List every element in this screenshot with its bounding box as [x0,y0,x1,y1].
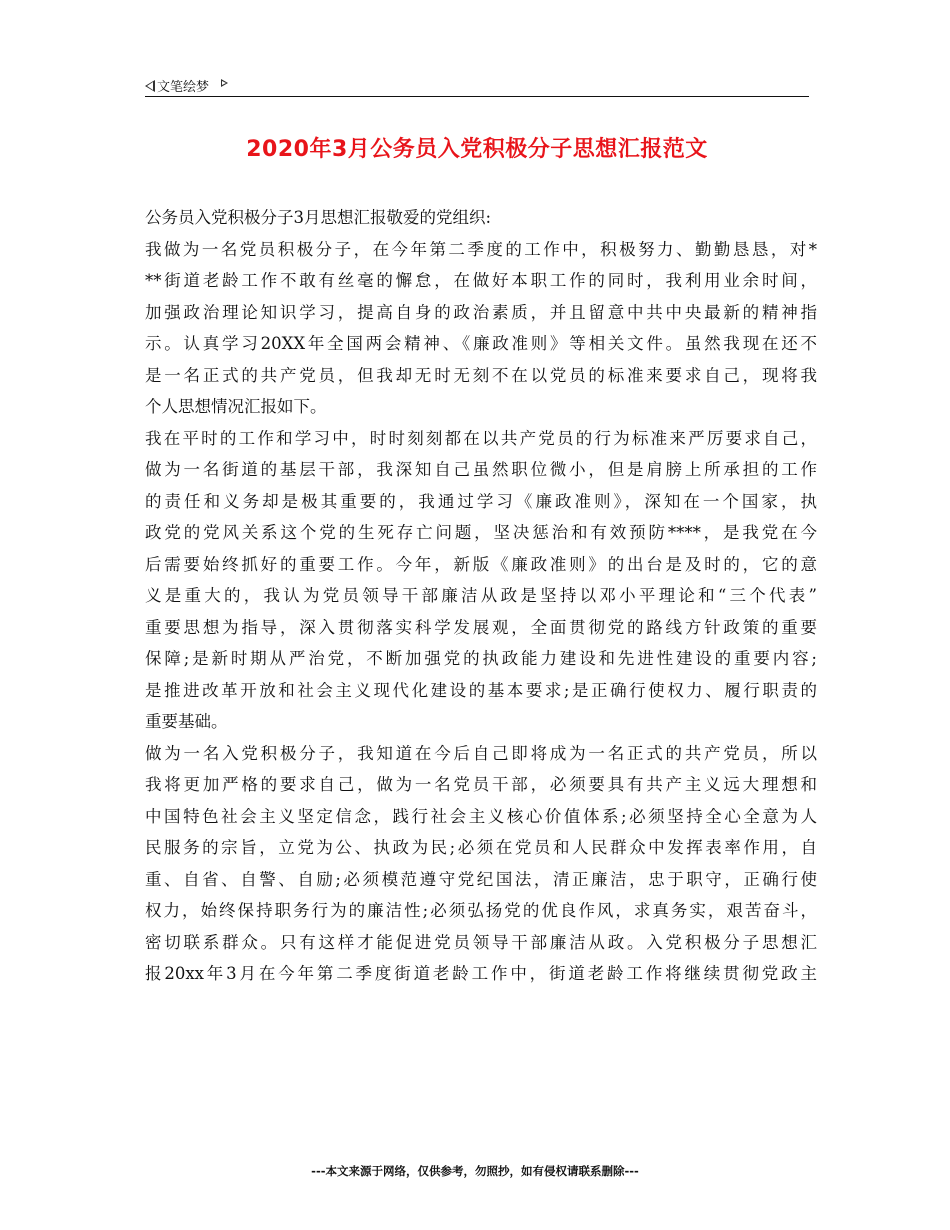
body-line: 我做为一名党员积极分子，在今年第二季度的工作中，积极努力、勤勤恳恳，对* [145,239,817,259]
body-line: 做为一名入党积极分子，我知道在今后自己即将成为一名正式的共产党员，所以 [145,743,817,763]
body-line: 的责任和义务却是极其重要的，我通过学习《廉政准则》，深知在一个国家，执 [145,491,817,511]
body-line: 示。认真学习20XX年全国两会精神、《廉政准则》等相关文件。虽然我现在还不 [145,334,817,353]
body-line: 保障;是新时期从严治党，不断加强党的执政能力建设和先进性建设的重要内容; [145,649,817,668]
page-header [145,72,809,97]
body-line: 民服务的宗旨，立党为公、执政为民;必须在党员和人民群众中发挥表率作用，自 [145,838,817,857]
document-body [145,202,817,990]
body-line: 重、自省、自警、自励;必须模范遵守党纪国法，清正廉洁，忠于职守，正确行使 [145,869,817,889]
body-line: 中国特色社会主义坚定信念，践行社会主义核心价值体系;必须坚持全心全意为人 [145,806,817,826]
body-line: 是一名正式的共产党员，但我却无时无刻不在以党员的标准来要求自己，现将我 [145,365,817,385]
body-line: 加强政治理论知识学习，提高自身的政治素质，并且留意中共中央最新的精神指 [145,302,817,322]
body-line: 重要基础。 [145,712,228,731]
body-line: 后需要始终抓好的重要工作。今年，新版《廉政准则》的出台是及时的，它的意 [145,554,817,574]
header-brand-text: 文笔绘梦 [157,80,210,95]
header-brand [145,76,228,95]
body-line: 我在平时的工作和学习中，时时刻刻都在以共产党员的行为标准来严厉要求自己， [145,428,817,448]
body-line: **街道老龄工作不敢有丝毫的懈怠，在做好本职工作的同时，我利用业余时间， [145,271,817,290]
body-line: 个人思想情况汇报如下。 [145,397,327,416]
body-line: 是推进改革开放和社会主义现代化建设的基本要求;是正确行使权力、履行职责的 [145,680,817,700]
body-line: 重要思想为指导，深入贯彻落实科学发展观，全面贯彻党的路线方针政策的重要 [145,617,817,637]
page-footer: ---本文来源于网络，仅供参考，勿照抄，如有侵权请联系删除--- [311,1164,639,1178]
document-title: 2020年3月公务员入党积极分子思想汇报范文 [246,137,708,162]
body-line: 政党的党风关系这个党的生死存亡问题，坚决惩治和有效预防****，是我党在今 [145,523,817,542]
body-line: 做为一名街道的基层干部，我深知自己虽然职位微小，但是肩膀上所承担的工作 [145,460,817,479]
triangle-right-icon [221,79,228,87]
triangle-left-icon [145,80,155,92]
body-line: 公务员入党积极分子3月思想汇报敬爱的党组织: [145,208,492,227]
body-line: 密切联系群众。只有这样才能促进党员领导干部廉洁从政。入党积极分子思想汇 [145,932,817,952]
body-line: 我将更加严格的要求自己，做为一名党员干部，必须要具有共产主义远大理想和 [145,775,817,794]
body-line: 权力，始终保持职务行为的廉洁性;必须弘扬党的优良作风，求真务实，艰苦奋斗， [145,901,817,920]
body-line: 报20xx年3月在今年第二季度街道老龄工作中，街道老龄工作将继续贯彻党政主 [145,964,817,983]
body-line: 义是重大的，我认为党员领导干部廉洁从政是坚持以邓小平理论和“三个代表” [145,586,817,605]
